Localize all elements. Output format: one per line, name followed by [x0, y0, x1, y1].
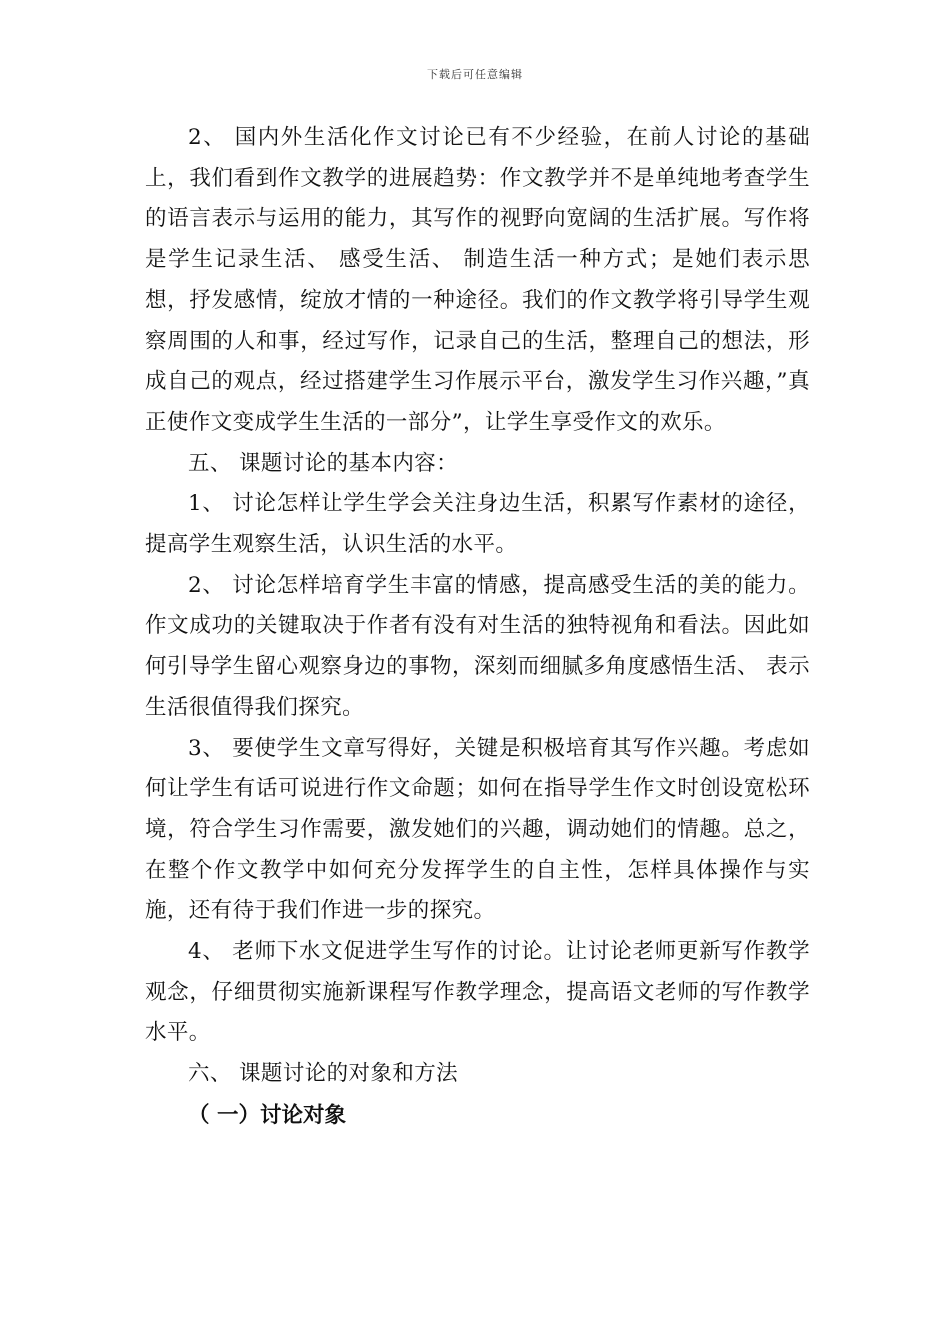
- content-item-2: 2、 讨论怎样培育学生丰富的情感，提高感受生活的美的能力。作文成功的关键取决于作者有没有对生活的独特视角和看法。因此如何引导学生留心观察身边的事物，深刻而细腻多角度感悟生活、 表示生活很值得我们探究。: [145, 572, 810, 720]
- paragraph-trend: 2、 国内外生活化作文讨论已有不少经验，在前人讨论的基础上，我们看到作文教学的进展趋势：作文教学并不是单纯地考查学生的语言表示与运用的能力，其写作的视野向宽阔的生活扩展。写作将是学生记录生活、 感受生活、 制造生活一种方式；是她们表示思想，抒发感情，绽放才情的一种途径。我们的作文教学将引导学生观察周围的人和事，经过写作，记录自己的生活，整理自己的想法，形成自己的观点，经过搭建学生习作展示平台，激发学生习作兴趣，”真正使作文变成学生生活的一部分”，让学生享受作文的欢乐。: [145, 125, 810, 435]
- content-item-3: 3、 要使学生文章写得好，关键是积极培育其写作兴趣。考虑如何让学生有话可说进行作文命题；如何在指导学生作文时创设宽松环境，符合学生习作需要，激发她们的兴趣，调动她们的情趣。总之，在整个作文教学中如何充分发挥学生的自主性，怎样具体操作与实施，还有待于我们作进一步的探究。: [145, 735, 810, 924]
- document-body: [145, 118, 810, 1137]
- content-item-1: 1、 讨论怎样让学生学会关注身边生活，积累写作素材的途径，提高学生观察生活，认识生活的水平。: [145, 491, 810, 558]
- section-heading-content: 五、 课题讨论的基本内容：: [188, 450, 459, 476]
- content-item-4: 4、 老师下水文促进学生写作的讨论。让讨论老师更新写作教学观念，仔细贯彻实施新课程写作教学理念，提高语文老师的写作教学水平。: [145, 939, 810, 1046]
- subsection-heading-objects: （ 一）讨论对象: [188, 1102, 346, 1128]
- page-header: 下载后可任意编辑: [427, 68, 523, 81]
- section-heading-objects-methods: 六、 课题讨论的对象和方法: [188, 1061, 459, 1087]
